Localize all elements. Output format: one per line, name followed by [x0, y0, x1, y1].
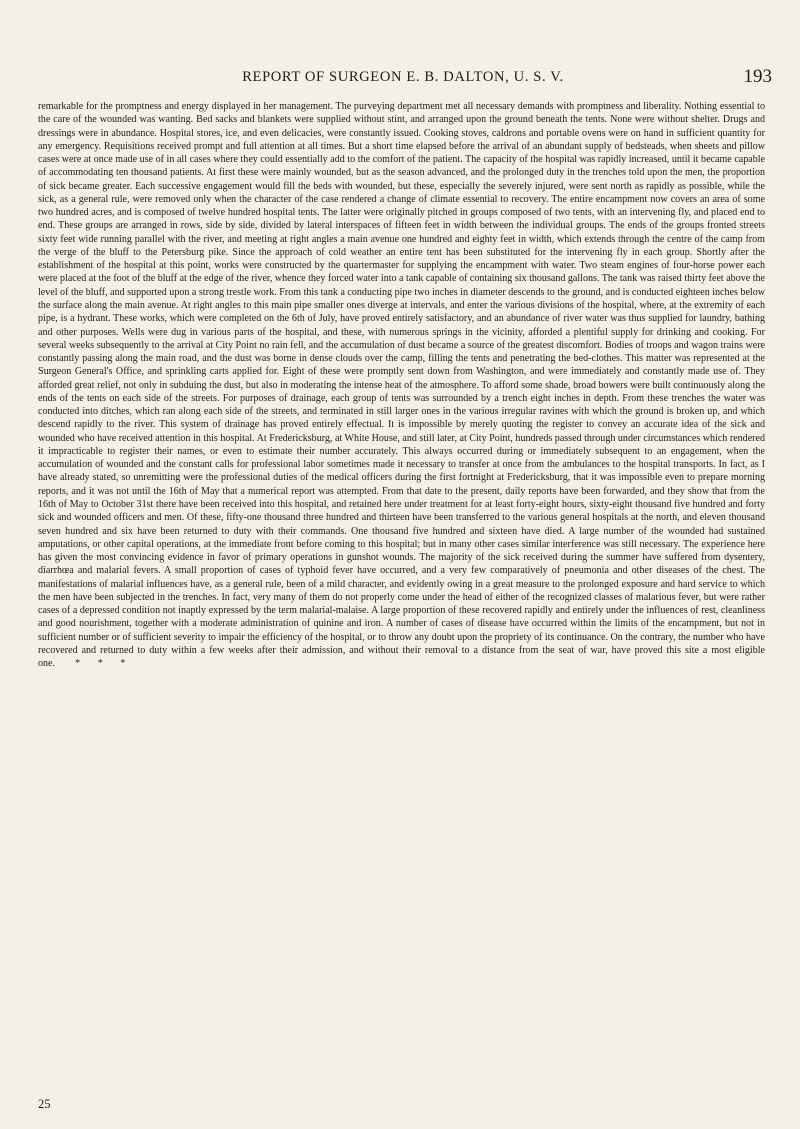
signature-mark: 25 [38, 1097, 51, 1111]
body-paragraph [38, 100, 765, 670]
section-ellipsis: * * * [75, 658, 126, 670]
body-text: remarkable for the promptness and energy displayed in her management. The purveying department met all necessary demands with promptness and liberality. Nothing essential to the care of the wounded was wanting. Bed sacks and blankets were supplied without stint, and arranged upon the ground beneath the tents. None were without shelter. Drugs and dressings were in abundance. Hospital stores, ice, and even delicacies, were constantly issued. Cooking stoves, caldrons and portable ovens were on hand in sufficient quantity for any emergency. Requisitions received prompt and full attention at all times. But a short time elapsed before the arrival of an abundant supply of bedsteads, when sheets and pillow cases were at once made use of in all cases where they could essentially add to the comfort of the patient. The capacity of the hospital was rapidly increased, until it became capable of accommodating ten thousand patients. At first these were mainly wounded, but as the season advanced, and the prolonged duty in the trenches told upon the men, the proportion of sick became greater. Each successive engagement would fill the beds with wounded, but these, especially the severely injured, were sent north as rapidly as possible, while the sick, as a general rule, were removed only when the character of the case rendered a change of climate essential to recovery. The entire encampment now covers an area of some two hundred acres, and is composed of twelve hundred hospital tents. The latter were originally pitched in groups composed of two tents, with an intervening fly, and placed end to end. These groups are arranged in rows, side by side, divided by lateral interspaces of fifteen feet in width between the individual groups. The ends of the groups fronted streets sixty feet wide running parallel with the river, and meeting at right angles a main avenue one hundred and eighty feet in width, which extends through the centre of the camp from the verge of the bluff to the Petersburg pike. Since the approach of cold weather an entire tent has been substituted for the intervening fly in each group. Shortly after the establishment of the hospital at this point, works were constructed by the quartermaster for supplying the encampment with water. Two steam engines of four-horse power each were placed at the foot of the bluff at the edge of the river, whence they forced water into a tank capable of containing six thousand gallons. The tank was raised thirty feet above the level of the bluff, and supported upon a strong trestle work. From this tank a conducting pipe two inches in diameter descends to the ground, and is conducted eighteen inches below the surface along the main avenue. At right angles to this main pipe smaller ones diverge at intervals, and enter the various divisions of the hospital, where, at the extremity of each pipe, is a hydrant. These works, which were completed on the 6th of July, have proved entirely satisfactory, and an abundance of river water was thus supplied for laundry, bathing and other purposes. Wells were dug in various parts of the hospital, and these, with numerous springs in the vicinity, afforded a plentiful supply for drinking and cooking. For several weeks subsequently to the arrival at City Point no rain fell, and the accumulation of dust became a source of the greatest discomfort. Bodies of troops and wagon trains were constantly passing along the main road, and the dust was borne in dense clouds over the camp, filling the tents and penetrating the bed-clothes. This matter was represented at the Surgeon General's Office, and sprinkling carts applied for. Eight of these were promptly sent down from Washington, and were immediately and constantly made use of. They afforded great relief, not only in subduing the dust, but also in moderating the intense heat of the atmosphere. To afford some shade, broad bowers were built continuously along the ends of the tents on each side of the streets. For purposes of drainage, each group of tents was surrounded by a trench eight inches in depth. From these trenches the water was conducted into ditches, which ran along each side of the streets, and terminated in still larger ones in the various irregular ravines with which the ground is broken up, and which descend rapidly to the river. This system of drainage has proved entirely effectual. It is impossible by merely quoting the register to convey an accurate idea of the sick and wounded who have received attention in this hospital. At Fredericksburg, at White House, and still later, at City Point, hundreds passed through under circumstances which rendered it impracticable to register their names, or even to estimate their number accurately. This always occurred during or immediately subsequent to an engagement, when the accumulation of wounded and the constant calls for professional labor sometimes made it necessary to transfer at once from the ambulances to the hospital transports. In fact, as I have already stated, so unremitting were the professional duties of the medical officers during the first fortnight at Fredericksburg, that it was impossible even to prepare morning reports, and it was not until the 16th of May that a numerical report was attempted. From that date to the present, daily reports have been forwarded, and they show that from the 16th of May to October 31st there have been received into this hospital, and retained here under treatment for at least forty-eight hours, sixty-eight thousand five hundred and forty sick and wounded officers and men. Of these, fifty-one thousand three hundred and thirteen have been transferred to the various general hospitals at the north, and eleven thousand seven hundred and six have been returned to duty with their commands. One thousand five hundred and sixteen have died. A large number of the wounded had sustained amputations, or other capital operations, at the immediate front before coming to this hospital; but in many other cases similar interference was still necessary. The experience here has given the most convincing evidence in favor of primary operations in gunshot wounds. The majority of the sick received during the summer have suffered from dysentery, diarrhœa and malarial fevers. A small proportion of cases of typhoid fever have occurred, and a very few comparatively of pneumonia and other diseases of the chest. The manifestations of malarial influences have, as a general rule, been of a mild character, and evidently owing in a great measure to the prolonged exposure and hard service to which the men have been subjected in the trenches. In fact, very many of them do not properly come under the head of either of the recognized classes of malarious fever, but were rather cases of a depressed condition not inaptly expressed by the term malarial-malaise. A large proportion of these recovered rapidly and entirely under the influences of rest, cleanliness and good nourishment, together with a moderate administration of quinine and iron. A number of cases of disease have occurred within the limits of the encampment, but not in sufficient number or of sufficient severity to impair the efficiency of the hospital, or to throw any doubt upon the propriety of its continuance. On the contrary, the number who have recovered and returned to duty within a few weeks after their admission, and without their removal to a distance from the seat of war, have proved this site a most eligible one. [38, 101, 765, 670]
page-header [34, 66, 772, 92]
page-number: 193 [743, 66, 772, 87]
running-head: REPORT OF SURGEON E. B. DALTON, U. S. V. [242, 69, 564, 85]
